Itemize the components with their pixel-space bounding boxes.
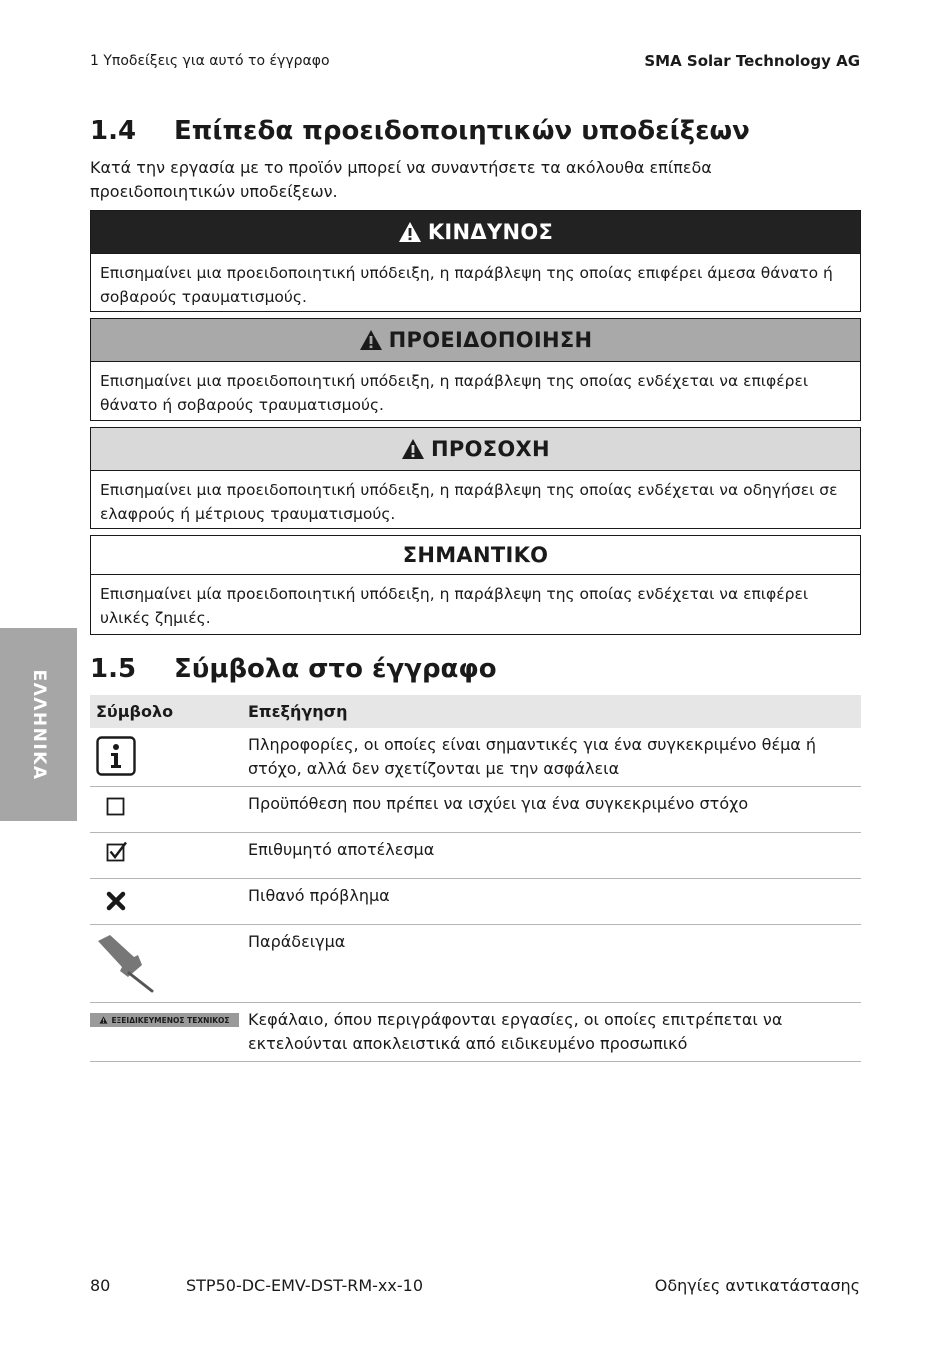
- warning-triangle-icon: [401, 438, 425, 460]
- section-number: 1.4: [90, 116, 137, 146]
- notice-header: [91, 536, 860, 575]
- cross-icon: [106, 891, 126, 911]
- column-header-explanation: Επεξήγηση: [248, 702, 348, 721]
- row-explanation: Πιθανό πρόβλημα: [248, 886, 390, 905]
- warning-triangle-icon: [99, 1016, 108, 1024]
- qualified-person-badge: [90, 1013, 239, 1027]
- caution-box: [90, 427, 861, 529]
- danger-header: [91, 211, 860, 254]
- document-code: STP50-DC-EMV-DST-RM-xx-10: [186, 1276, 423, 1295]
- section-title: Σύμβολα στο έγγραφο: [174, 654, 497, 684]
- warning-triangle-icon: [359, 329, 383, 351]
- danger-text: Επισημαίνει μια προειδοποιητική υπόδειξη, η παράβλεψη της οποίας επιφέρει άμεσα θάνατο ή σοβαρούς τραυματισμούς.: [100, 264, 833, 306]
- warning-box: [90, 318, 861, 421]
- row-explanation: Επιθυμητό αποτέλεσμα: [248, 840, 435, 859]
- document-type: Οδηγίες αντικατάστασης: [654, 1276, 860, 1295]
- running-header-chapter: 1 Υποδείξεις για αυτό το έγγραφο: [90, 53, 330, 69]
- column-header-symbol: Σύμβολο: [96, 702, 174, 721]
- table-row: [90, 833, 861, 879]
- section-intro: Κατά την εργασία με το προϊόν μπορεί να συναντήσετε τα ακόλουθα επίπεδα προειδοποιητικών υποδείξεων.: [90, 158, 712, 201]
- row-explanation: Πληροφορίες, οι οποίες είναι σημαντικές για ένα συγκεκριμένο θέμα ή στόχο, αλλά δεν σχετίζονται με την ασφάλεια: [248, 735, 817, 778]
- table-row: [90, 787, 861, 833]
- section-1-4-heading: [90, 116, 750, 146]
- warning-label: ΠΡΟΕΙΔΟΠΟΙΗΣΗ: [388, 328, 593, 352]
- language-side-tab: [0, 628, 77, 821]
- warning-text: Επισημαίνει μια προειδοποιητική υπόδειξη, η παράβλεψη της οποίας ενδέχεται να επιφέρει θάνατο ή σοβαρούς τραυματισμούς.: [100, 372, 809, 414]
- table-row: [90, 728, 861, 787]
- section-number: 1.5: [90, 654, 137, 684]
- section-1-5-heading: [90, 654, 497, 684]
- danger-box: [90, 210, 861, 312]
- row-explanation: Προϋπόθεση που πρέπει να ισχύει για ένα συγκεκριμένο στόχο: [248, 794, 749, 813]
- row-explanation: Κεφάλαιο, όπου περιγράφονται εργασίες, οι οποίες επιτρέπεται να εκτελούνται αποκλειστικά από ειδικευμένο προσωπικό: [248, 1010, 783, 1053]
- caution-label: ΠΡΟΣΟΧΗ: [431, 437, 550, 461]
- caution-text: Επισημαίνει μια προειδοποιητική υπόδειξη, η παράβλεψη της οποίας ενδέχεται να οδηγήσει σε ελαφρούς ή μέτριους τραυματισμούς.: [100, 481, 838, 523]
- table-header-row: [90, 695, 861, 728]
- notice-box: [90, 535, 861, 635]
- page-number: 80: [90, 1276, 111, 1295]
- symbols-table: [90, 695, 861, 1062]
- warning-triangle-icon: [398, 221, 422, 243]
- danger-label: ΚΙΝΔΥΝΟΣ: [427, 220, 554, 244]
- qualified-person-label: ΕΞΕΙΔΙΚΕΥΜΕΝΟΣ ΤΕΧΝΙΚΟΣ: [111, 1015, 230, 1025]
- information-icon: [96, 736, 136, 776]
- language-label: ΕΛΛΗΝΙΚΑ: [28, 668, 49, 781]
- notice-text: Επισημαίνει μία προειδοποιητική υπόδειξη, η παράβλεψη της οποίας ενδέχεται να επιφέρει υλικές ζημιές.: [100, 585, 809, 627]
- empty-checkbox-icon: [106, 797, 126, 817]
- row-explanation: Παράδειγμα: [248, 932, 346, 951]
- caution-header: [91, 428, 860, 471]
- notice-label: ΣΗΜΑΝΤΙΚΟ: [402, 543, 549, 567]
- checked-checkbox-icon: [106, 841, 128, 863]
- pushpin-icon: [96, 933, 156, 993]
- table-row: [90, 1003, 861, 1062]
- warning-header: [91, 319, 860, 362]
- table-row: [90, 879, 861, 925]
- running-header-company: SMA Solar Technology AG: [644, 52, 860, 70]
- section-title: Επίπεδα προειδοποιητικών υποδείξεων: [174, 116, 750, 146]
- table-row: [90, 925, 861, 1003]
